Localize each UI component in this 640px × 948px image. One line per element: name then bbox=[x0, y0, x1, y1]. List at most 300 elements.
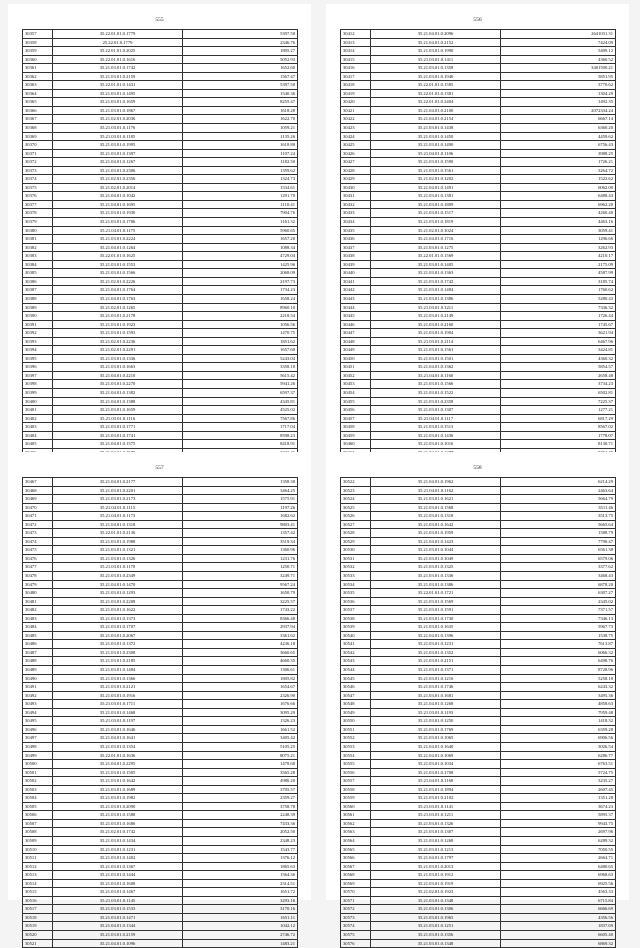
record-id-cell: 30450 bbox=[341, 354, 371, 363]
amount-cell: 3095.29 bbox=[183, 708, 298, 717]
code-cell: 35.21.03.01.0.2151 bbox=[371, 657, 501, 666]
table-row bbox=[23, 124, 298, 133]
table-row bbox=[23, 149, 298, 158]
document-page-558 bbox=[326, 452, 629, 946]
table-row bbox=[23, 363, 298, 372]
code-cell: 25.22.01.0.1779 bbox=[53, 38, 183, 47]
table-row bbox=[341, 337, 616, 346]
amount-cell: 1658.24 bbox=[183, 294, 298, 303]
code-cell: 35.21.03.01.0.1116 bbox=[53, 414, 183, 423]
code-cell: 35.22.01.01.0.1569 bbox=[371, 252, 501, 261]
table-row bbox=[341, 811, 616, 820]
amount-cell: 1575.91 bbox=[183, 495, 298, 504]
code-cell: 35.21.04.01.0.2210 bbox=[53, 371, 183, 380]
code-cell: 35.21.03.01.0.1495 bbox=[53, 89, 183, 98]
code-cell: 35.21.03.01.0.2308 bbox=[53, 648, 183, 657]
amount-cell: 1682.62 bbox=[183, 512, 298, 521]
code-cell: 35.21.03.01.0.1990 bbox=[371, 47, 501, 56]
table-row bbox=[23, 700, 298, 709]
record-id-cell: 30489 bbox=[23, 666, 53, 675]
amount-cell: 3770.62 bbox=[501, 81, 616, 90]
table-row bbox=[341, 98, 616, 107]
table-row bbox=[341, 269, 616, 278]
code-cell: 35.21.03.01.0.1484 bbox=[53, 666, 183, 675]
record-id-cell: 30535 bbox=[341, 589, 371, 598]
amount-cell: 1304.29 bbox=[501, 89, 616, 98]
record-id-cell: 30397 bbox=[23, 371, 53, 380]
table-row bbox=[341, 431, 616, 440]
amount-cell: 1540.36 bbox=[183, 89, 298, 98]
table-row bbox=[341, 802, 616, 811]
code-cell: 35.22.01.01.0.1381 bbox=[371, 89, 501, 98]
table-row bbox=[23, 346, 298, 355]
table-row bbox=[341, 81, 616, 90]
amount-cell: 6715.84 bbox=[501, 896, 616, 905]
amount-cell: 1359.62 bbox=[183, 166, 298, 175]
table-row bbox=[23, 811, 298, 820]
table-row bbox=[341, 708, 616, 717]
amount-cell: 7904.76 bbox=[183, 209, 298, 218]
amount-cell: 3495.36 bbox=[501, 691, 616, 700]
code-cell: 35.21.03.01.0.1659 bbox=[53, 406, 183, 415]
table-row bbox=[341, 930, 616, 939]
code-cell: 35.21.03.01.0.1354 bbox=[53, 742, 183, 751]
table-row bbox=[23, 674, 298, 683]
table-row bbox=[341, 597, 616, 606]
table-row bbox=[341, 768, 616, 777]
amount-cell: 1056.56 bbox=[183, 320, 298, 329]
table-row bbox=[23, 98, 298, 107]
record-id-cell: 30533 bbox=[341, 572, 371, 581]
amount-cell: 5258.18 bbox=[501, 674, 616, 683]
code-cell: 35.21.03.01.0.1356 bbox=[371, 930, 501, 939]
code-cell: 35.21.03.01.0.1608 bbox=[53, 879, 183, 888]
code-cell: 35.21.03.01.0.1809 bbox=[371, 200, 501, 209]
record-id-cell: 30437 bbox=[341, 243, 371, 252]
record-id-cell: 30494 bbox=[23, 708, 53, 717]
amount-cell: 2072334.24 bbox=[501, 106, 616, 115]
code-cell: 35.21.02.01.0.2014 bbox=[53, 183, 183, 192]
record-id-cell: 30541 bbox=[341, 640, 371, 649]
table-row bbox=[23, 734, 298, 743]
record-id-cell: 30529 bbox=[341, 537, 371, 546]
table-row bbox=[341, 905, 616, 914]
table-row bbox=[341, 141, 616, 150]
code-cell: 35.21.04.01.0.1096 bbox=[53, 939, 183, 948]
table-row bbox=[341, 828, 616, 837]
code-cell: 35.21.04.01.0.1362 bbox=[371, 363, 501, 372]
table-row bbox=[341, 252, 616, 261]
table-row bbox=[341, 158, 616, 167]
record-id-cell: 30453 bbox=[341, 380, 371, 389]
record-id-cell: 30388 bbox=[23, 294, 53, 303]
code-cell: 35.21.03.01.0.2013 bbox=[371, 862, 501, 871]
table-row bbox=[23, 371, 298, 380]
code-cell: 35.21.03.01.0.1211 bbox=[371, 811, 501, 820]
amount-cell: 2937.94 bbox=[183, 623, 298, 632]
record-id-cell: 30433 bbox=[341, 209, 371, 218]
table-row bbox=[23, 320, 298, 329]
record-id-cell: 30499 bbox=[23, 751, 53, 760]
record-id-cell: 30379 bbox=[23, 218, 53, 227]
amount-cell: 1651.72 bbox=[183, 888, 298, 897]
record-id-cell: 30372 bbox=[23, 158, 53, 167]
table-row bbox=[341, 512, 616, 521]
table-row bbox=[341, 785, 616, 794]
amount-cell: 4858.63 bbox=[501, 700, 616, 709]
code-cell: 35.21.03.01.0.1216 bbox=[371, 674, 501, 683]
record-id-cell: 30364 bbox=[23, 89, 53, 98]
amount-cell: 1534.61 bbox=[183, 183, 298, 192]
code-cell: 35.21.04.01.0.1962 bbox=[371, 478, 501, 487]
code-cell: 35.21.04.01.0.1491 bbox=[371, 183, 501, 192]
code-cell: 35.22.01.01.0.1721 bbox=[371, 589, 501, 598]
code-cell: 35.21.03.01.0.1411 bbox=[371, 55, 501, 64]
record-id-cell: 30389 bbox=[23, 303, 53, 312]
record-id-cell: 30498 bbox=[23, 742, 53, 751]
record-id-cell: 30507 bbox=[23, 819, 53, 828]
code-cell: 35.21.03.01.0.1689 bbox=[53, 785, 183, 794]
code-cell: 35.21.03.01.0.1646 bbox=[53, 725, 183, 734]
amount-cell: 5243.04 bbox=[183, 354, 298, 363]
code-cell: 35.21.02.01.0.1265 bbox=[53, 303, 183, 312]
code-cell: 35.21.03.01.0.1681 bbox=[371, 691, 501, 700]
table-row bbox=[341, 260, 616, 269]
code-cell: 35.21.03.01.0.2224 bbox=[53, 235, 183, 244]
code-cell: 35.21.03.01.0.1438 bbox=[371, 124, 501, 133]
record-id-cell: 30502 bbox=[23, 777, 53, 786]
amount-cell: 6666.69 bbox=[501, 905, 616, 914]
amount-cell: 7613.87 bbox=[501, 640, 616, 649]
code-cell: 35.21.04.01.0.1160 bbox=[371, 371, 501, 380]
amount-cell: 8960.10 bbox=[183, 303, 298, 312]
amount-cell: 1324.73 bbox=[183, 175, 298, 184]
code-cell: 35.21.03.01.0.1622 bbox=[53, 606, 183, 615]
amount-cell: 3377.62 bbox=[501, 563, 616, 572]
code-cell: 35.21.03.01.0.1621 bbox=[371, 495, 501, 504]
table-row bbox=[341, 836, 616, 845]
record-id-cell: 30471 bbox=[23, 512, 53, 521]
code-cell: 35.21.03.01.0.1231 bbox=[371, 640, 501, 649]
code-cell: 35.21.04.01.0.1470 bbox=[53, 580, 183, 589]
table-row bbox=[23, 563, 298, 572]
amount-cell: 3565.28 bbox=[183, 768, 298, 777]
record-id-cell: 30532 bbox=[341, 563, 371, 572]
table-row bbox=[23, 742, 298, 751]
record-id-cell: 30484 bbox=[23, 623, 53, 632]
record-id-cell: 30493 bbox=[23, 700, 53, 709]
record-id-cell: 30383 bbox=[23, 252, 53, 261]
code-cell: 35.21.04.01.0.1764 bbox=[53, 286, 183, 295]
amount-cell: 1652.60 bbox=[183, 64, 298, 73]
record-id-cell: 30359 bbox=[23, 47, 53, 56]
table-row bbox=[341, 115, 616, 124]
code-cell: 35.21.03.01.0.1049 bbox=[371, 554, 501, 563]
table-row bbox=[341, 939, 616, 948]
table-row bbox=[23, 871, 298, 880]
table-row bbox=[23, 55, 298, 64]
amount-cell: 2348.23 bbox=[183, 836, 298, 845]
table-row bbox=[341, 124, 616, 133]
table-row bbox=[23, 683, 298, 692]
code-cell: 35.21.04.01.0.1640 bbox=[371, 742, 501, 751]
record-id-cell: 30400 bbox=[23, 397, 53, 406]
table-row bbox=[23, 657, 298, 666]
code-cell: 35.21.03.01.0.1450 bbox=[371, 132, 501, 141]
record-id-cell: 30460 bbox=[341, 440, 371, 449]
record-id-cell: 30537 bbox=[341, 606, 371, 615]
amount-cell: 5052.93 bbox=[183, 55, 298, 64]
code-cell: 35.21.03.01.0.1402 bbox=[53, 854, 183, 863]
record-id-cell: 30445 bbox=[341, 312, 371, 321]
table-row bbox=[341, 414, 616, 423]
amount-cell: 8598.23 bbox=[183, 431, 298, 440]
table-row bbox=[23, 294, 298, 303]
amount-cell: 5941.26 bbox=[183, 380, 298, 389]
code-cell: 35.21.03.01.0.1593 bbox=[53, 329, 183, 338]
table-row bbox=[23, 166, 298, 175]
amount-cell: 6605.40 bbox=[501, 930, 616, 939]
record-id-cell: 30554 bbox=[341, 751, 371, 760]
code-cell: 35.21.03.01.0.1326 bbox=[53, 554, 183, 563]
amount-cell: 3424.81 bbox=[501, 346, 616, 355]
table-row bbox=[341, 277, 616, 286]
amount-cell: 6667.14 bbox=[501, 115, 616, 124]
code-cell: 35.21.04.01.0.2152 bbox=[371, 38, 501, 47]
table-row bbox=[341, 683, 616, 692]
amount-cell: 6878.20 bbox=[501, 580, 616, 589]
code-cell: 35.21.03.01.0.1867 bbox=[53, 106, 183, 115]
amount-cell: 1107.24 bbox=[183, 149, 298, 158]
record-id-cell: 30516 bbox=[23, 896, 53, 905]
code-cell: 35.21.04.01.0.2154 bbox=[371, 115, 501, 124]
amount-cell: 1357.42 bbox=[183, 529, 298, 538]
table-row bbox=[341, 106, 616, 115]
record-id-cell: 30551 bbox=[341, 725, 371, 734]
record-id-cell: 30500 bbox=[23, 760, 53, 769]
table-row bbox=[341, 623, 616, 632]
amount-cell: 3185.74 bbox=[501, 277, 616, 286]
code-cell: 35.21.03.01.0.2114 bbox=[371, 337, 501, 346]
code-cell: 35.21.03.01.0.1484 bbox=[371, 286, 501, 295]
code-cell: 35.21.03.01.0.1663 bbox=[53, 363, 183, 372]
code-cell: 35.21.03.01.0.1513 bbox=[371, 423, 501, 432]
amount-cell: 3705.57 bbox=[183, 785, 298, 794]
amount-cell: 1588.79 bbox=[501, 529, 616, 538]
record-id-cell: 30566 bbox=[341, 854, 371, 863]
code-cell: 35.21.03.01.0.2358 bbox=[371, 397, 501, 406]
amount-cell: 1760.62 bbox=[501, 286, 616, 295]
amount-cell: 1522.62 bbox=[501, 175, 616, 184]
code-cell: 35.21.04.01.0.1797 bbox=[371, 854, 501, 863]
table-row bbox=[341, 554, 616, 563]
amount-cell: 2197.73 bbox=[183, 277, 298, 286]
code-cell: 35.21.03.01.0.1268 bbox=[371, 836, 501, 845]
code-cell: 35.22.01.01.0.2025 bbox=[53, 47, 183, 56]
amount-cell: 5615.42 bbox=[183, 371, 298, 380]
record-id-cell: 30375 bbox=[23, 183, 53, 192]
record-id-cell: 30526 bbox=[341, 512, 371, 521]
code-cell: 35.21.03.01.0.1318 bbox=[371, 512, 501, 521]
table-row bbox=[23, 589, 298, 598]
table-row bbox=[341, 312, 616, 321]
code-cell: 35.21.03.01.0.1065 bbox=[371, 734, 501, 743]
code-cell: 35.21.03.01.0.1213 bbox=[371, 845, 501, 854]
amount-cell: 6062.00 bbox=[501, 183, 616, 192]
amount-cell: 1657.60 bbox=[183, 346, 298, 355]
amount-cell: 3401500.21 bbox=[501, 64, 616, 73]
table-row bbox=[23, 606, 298, 615]
amount-cell: 1676.66 bbox=[183, 700, 298, 709]
amount-cell: 1042.12 bbox=[183, 922, 298, 931]
table-row bbox=[341, 529, 616, 538]
code-cell: 35.21.03.01.0.1386 bbox=[371, 294, 501, 303]
code-cell: 35.21.03.01.0.1326 bbox=[371, 819, 501, 828]
table-row bbox=[23, 546, 298, 555]
table-row bbox=[23, 269, 298, 278]
page-number: 558 bbox=[473, 465, 482, 471]
record-id-cell: 30414 bbox=[341, 47, 371, 56]
record-id-cell: 30385 bbox=[23, 269, 53, 278]
table-row bbox=[23, 252, 298, 261]
amount-cell: 3621.94 bbox=[501, 329, 616, 338]
amount-cell: 6243.32 bbox=[501, 683, 616, 692]
table-row bbox=[23, 640, 298, 649]
amount-cell: 1425.96 bbox=[183, 260, 298, 269]
table-row bbox=[23, 72, 298, 81]
table-row bbox=[341, 226, 616, 235]
amount-cell: 2218.54 bbox=[183, 312, 298, 321]
amount-cell: 5960.65 bbox=[183, 226, 298, 235]
record-id-cell: 30448 bbox=[341, 337, 371, 346]
amount-cell: 1478.68 bbox=[183, 760, 298, 769]
record-id-cell: 30357 bbox=[23, 30, 53, 39]
record-id-cell: 30378 bbox=[23, 209, 53, 218]
amount-cell: 1745.67 bbox=[501, 320, 616, 329]
amount-cell: 3059.41 bbox=[501, 226, 616, 235]
record-id-cell: 30546 bbox=[341, 683, 371, 692]
amount-cell: 6756.43 bbox=[501, 141, 616, 150]
record-id-cell: 30394 bbox=[23, 346, 53, 355]
record-id-cell: 30424 bbox=[341, 132, 371, 141]
record-id-cell: 30447 bbox=[341, 329, 371, 338]
amount-cell: 7424.09 bbox=[501, 38, 616, 47]
table-row bbox=[23, 708, 298, 717]
record-id-cell: 30425 bbox=[341, 141, 371, 150]
code-cell: 35.21.02.01.0.2291 bbox=[53, 346, 183, 355]
code-cell: 35.22.01.01.0.1779 bbox=[53, 30, 183, 39]
code-cell: 35.21.03.01.0.1468 bbox=[53, 708, 183, 717]
code-cell: 35.21.04.01.0.1175 bbox=[53, 226, 183, 235]
code-cell: 35.21.03.01.0.1590 bbox=[371, 158, 501, 167]
page-number: 556 bbox=[473, 17, 482, 23]
code-cell: 35.21.03.01.0.1373 bbox=[53, 614, 183, 623]
code-cell: 35.21.03.01.0.1742 bbox=[53, 64, 183, 73]
code-cell: 35.21.03.01.0.1591 bbox=[371, 606, 501, 615]
amount-cell: 1651.11 bbox=[183, 913, 298, 922]
amount-cell: 5854.57 bbox=[501, 363, 616, 372]
code-cell: 35.21.03.01.0.1786 bbox=[53, 218, 183, 227]
code-cell: 35.21.03.01.0.1501 bbox=[371, 354, 501, 363]
table-row bbox=[341, 717, 616, 726]
code-cell: 35.21.03.01.0.2090 bbox=[53, 802, 183, 811]
record-id-cell: 30420 bbox=[341, 98, 371, 107]
record-id-cell: 30418 bbox=[341, 81, 371, 90]
table-row bbox=[23, 725, 298, 734]
record-id-cell: 30458 bbox=[341, 423, 371, 432]
record-id-cell: 30473 bbox=[23, 529, 53, 538]
code-cell: 35.21.02.01.0.1742 bbox=[53, 828, 183, 837]
table-row bbox=[23, 777, 298, 786]
record-id-cell: 30457 bbox=[341, 414, 371, 423]
table-row bbox=[341, 734, 616, 743]
code-cell: 35.21.03.01.0.1730 bbox=[371, 614, 501, 623]
amount-cell: 1088.34 bbox=[183, 243, 298, 252]
record-id-cell: 30560 bbox=[341, 802, 371, 811]
amount-cell: 3519.34 bbox=[183, 537, 298, 546]
record-id-cell: 30518 bbox=[23, 913, 53, 922]
code-cell: 35.21.03.01.0.1397 bbox=[53, 149, 183, 158]
record-id-cell: 30376 bbox=[23, 192, 53, 201]
amount-cell: 1135.26 bbox=[183, 132, 298, 141]
amount-cell: 6480.65 bbox=[501, 862, 616, 871]
code-cell: 35.21.03.01.0.1386 bbox=[371, 580, 501, 589]
record-id-cell: 30415 bbox=[341, 55, 371, 64]
code-cell: 35.21.03.01.0.1193 bbox=[371, 708, 501, 717]
code-cell: 35.21.02.01.0.2356 bbox=[53, 175, 183, 184]
table-row bbox=[23, 106, 298, 115]
table-row bbox=[23, 260, 298, 269]
table-row bbox=[341, 218, 616, 227]
table-row bbox=[341, 209, 616, 218]
code-cell: 35.21.04.01.0.1106 bbox=[371, 149, 501, 158]
record-id-cell: 30480 bbox=[23, 589, 53, 598]
amount-cell: 5851.95 bbox=[501, 72, 616, 81]
code-cell: 35.21.03.01.0.2102 bbox=[371, 794, 501, 803]
code-cell: 35.21.03.01.0.1686 bbox=[53, 819, 183, 828]
record-id-cell: 30441 bbox=[341, 277, 371, 286]
code-cell: 35.21.04.01.0.1162 bbox=[371, 486, 501, 495]
record-id-cell: 30555 bbox=[341, 760, 371, 769]
record-id-cell: 30432 bbox=[341, 200, 371, 209]
amount-cell: 5409.12 bbox=[501, 47, 616, 56]
table-row bbox=[23, 89, 298, 98]
record-id-cell: 30540 bbox=[341, 631, 371, 640]
amount-cell: 3293.16 bbox=[183, 896, 298, 905]
code-cell: 35.21.03.01.0.1561 bbox=[371, 346, 501, 355]
amount-cell: 3249.71 bbox=[183, 572, 298, 581]
table-row bbox=[23, 388, 298, 397]
amount-cell: 6925.56 bbox=[501, 879, 616, 888]
table-row bbox=[341, 640, 616, 649]
table-row bbox=[23, 768, 298, 777]
table-row bbox=[23, 440, 298, 449]
record-id-cell: 30449 bbox=[341, 346, 371, 355]
table-row bbox=[341, 520, 616, 529]
code-cell: 35.21.04.01.0.1423 bbox=[371, 537, 501, 546]
record-id-cell: 30528 bbox=[341, 529, 371, 538]
table-row bbox=[23, 580, 298, 589]
code-cell: 35.21.03.01.0.1819 bbox=[371, 218, 501, 227]
table-row bbox=[341, 354, 616, 363]
table-row bbox=[23, 930, 298, 939]
code-cell: 35.21.04.01.0.2100 bbox=[371, 106, 501, 115]
record-id-cell: 30575 bbox=[341, 930, 371, 939]
code-cell: 35.21.02.01.0.1923 bbox=[371, 888, 501, 897]
record-id-cell: 30550 bbox=[341, 717, 371, 726]
table-row bbox=[341, 691, 616, 700]
ledger-table bbox=[340, 29, 616, 500]
